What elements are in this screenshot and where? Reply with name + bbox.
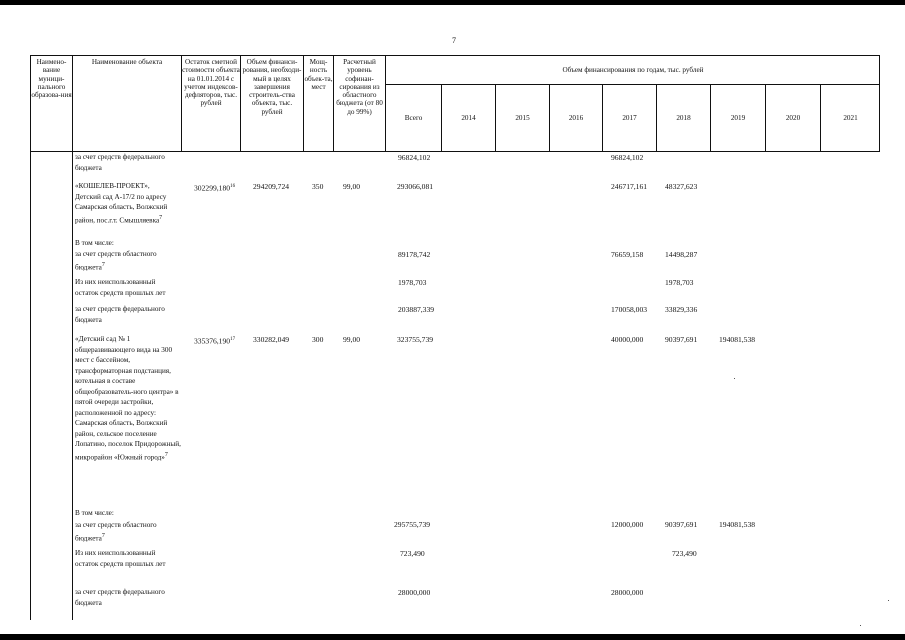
header-year: 2014 <box>461 114 476 122</box>
value-total: 293066,081 <box>397 182 434 191</box>
value-2018: 33829,336 <box>665 305 698 314</box>
header-year: 2020 <box>785 114 801 122</box>
row-label: Из них неиспользованный остаток средств прошлых лет <box>75 549 166 568</box>
page-number: 7 <box>452 36 456 45</box>
header-year: 2015 <box>515 114 530 122</box>
value-2018: 14498,287 <box>665 250 698 259</box>
value-total: 723,490 <box>400 549 425 558</box>
header-year: 2016 <box>568 114 584 122</box>
value-2018: 90397,691 <box>665 520 698 529</box>
header-year: 2017 <box>622 114 637 122</box>
header-year: 2018 <box>676 114 691 122</box>
header-funding-volume: Объем финанси-рования, необходи-мый в целях завершения строитель-ства объекта, тыс. рублей <box>242 58 302 116</box>
header-remaining-cost: Остаток сметной стоимости объекта на 01.01.2014 с учетом индексов-дефляторов, тыс. рублей <box>182 58 240 108</box>
header-year: 2019 <box>730 114 746 122</box>
value-level: 99,00 <box>343 182 361 191</box>
value-remaining: 302299,180$^{16}$ <box>194 183 236 193</box>
header-funding-by-year: Объем финансирования по годам, тыс. рублей <box>562 66 704 74</box>
value-level: 99,00 <box>343 335 361 344</box>
value-capacity: 350 <box>312 182 324 191</box>
header-group-divider <box>385 84 880 85</box>
header-divider <box>72 55 73 152</box>
value-2017: 12000,000 <box>611 520 644 529</box>
row-label: «КОШЕЛЕВ-ПРОЕКТ», Детский сад А-17/2 по адресу Самарская область, Волжский район, пос.г.т. Смышляевка$^7$ <box>75 182 168 224</box>
row-label: «Детский сад № 1 общеразвивающего вида на 300 мест с бассейном, трансформаторная подстанция, котельная в составе общеобразователь-ного центра» в пятой очереди застройки, расположенной по адресу: Самарская область, Волжский район, сельское поселение Лопатино, поселок Придорожный, микрорайон «Южный город»$^7$ <box>75 335 181 461</box>
value-2017: 76659,158 <box>611 250 644 259</box>
value-total: 295755,739 <box>394 520 431 529</box>
value-2017: 40000,000 <box>611 335 644 344</box>
row-label: за счет средств федерального бюджета <box>75 588 165 607</box>
header-total: Всего <box>404 114 423 122</box>
row-label: за счет средств областного бюджета$^7$ <box>75 250 157 271</box>
value-total: 28000,000 <box>398 588 431 597</box>
row-label: за счет средств федерального бюджета <box>75 153 165 172</box>
header-capacity: Мощ-ность объек-та, мест <box>304 58 333 91</box>
value-2017: 96824,102 <box>611 153 644 162</box>
header-cofinancing-level: Расчетный уровень софинан-сирования из областного бюджета (от 80 до 99%) <box>336 58 383 116</box>
column-rule <box>30 152 31 620</box>
value-total: 323755,739 <box>397 335 434 344</box>
scan-speck <box>888 600 889 601</box>
value-total: 96824,102 <box>398 153 431 162</box>
value-total: 1978,703 <box>398 278 427 287</box>
value-2017: 246717,161 <box>611 182 648 191</box>
value-2019: 194081,538 <box>719 335 756 344</box>
value-remaining: 335376,190$^{17}$ <box>194 336 236 346</box>
value-2018: 723,490 <box>672 549 697 558</box>
value-2018: 48327,623 <box>665 182 698 191</box>
scan-top-border <box>0 0 905 5</box>
row-label: Из них неиспользованный остаток средств прошлых лет <box>75 278 166 297</box>
value-capacity: 300 <box>312 335 324 344</box>
row-label: В том числе: <box>75 239 114 247</box>
header-object-name: Наименование объекта <box>91 58 163 66</box>
row-label: за счет средств федерального бюджета <box>75 305 165 324</box>
scan-bottom-border <box>0 634 905 640</box>
value-2017: 170058,003 <box>611 305 648 314</box>
header-year: 2021 <box>843 114 858 122</box>
row-label: за счет средств областного бюджета$^7$ <box>75 521 157 542</box>
value-2017: 28000,000 <box>611 588 644 597</box>
value-2019: 194081,538 <box>719 520 756 529</box>
column-rule <box>72 152 73 620</box>
value-2018: 1978,703 <box>665 278 694 287</box>
value-2018: 90397,691 <box>665 335 698 344</box>
value-volume: 294209,724 <box>253 182 290 191</box>
row-label: В том числе: <box>75 509 114 517</box>
value-volume: 330282,049 <box>253 335 290 344</box>
value-total: 89178,742 <box>398 250 431 259</box>
header-municipality: Наимено-вание муници-пального образова-ния <box>31 58 72 100</box>
value-total: 203887,339 <box>398 305 435 314</box>
scan-speck <box>860 625 861 626</box>
scan-speck <box>734 378 735 379</box>
